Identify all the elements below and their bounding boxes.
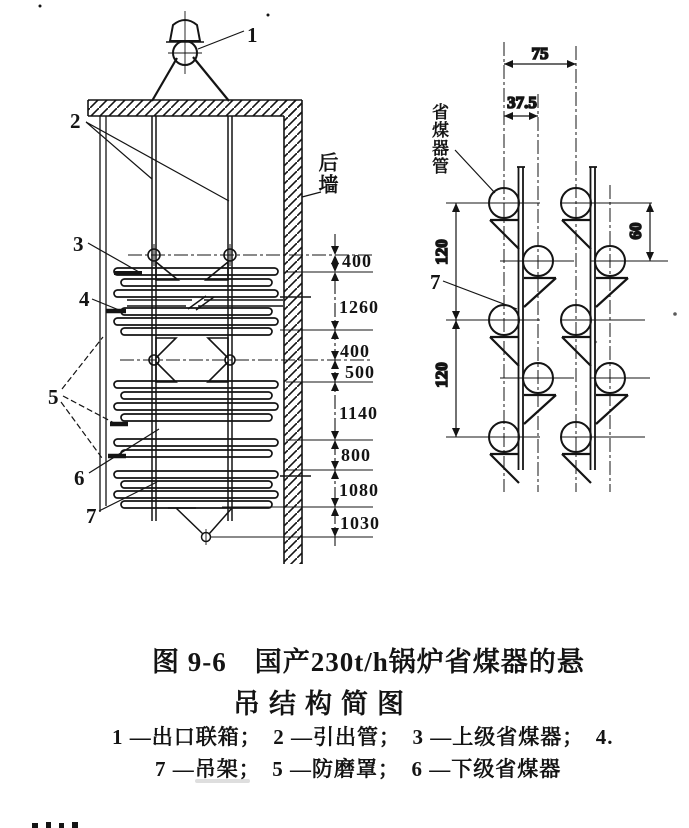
ceiling-wall — [88, 100, 302, 116]
left-casing — [100, 116, 106, 512]
scan-mark — [46, 822, 51, 828]
dim-1080: 1080 — [339, 480, 379, 500]
dim-120-upper: 120 — [432, 239, 451, 265]
rear-wall-label: 后墙 — [315, 152, 337, 196]
part-label-7: 7 — [86, 504, 97, 528]
bottom-drain — [168, 508, 232, 545]
dim-60-group — [646, 203, 654, 261]
scan-mark — [72, 822, 78, 828]
dim-75: 75 — [531, 44, 549, 63]
figure-caption-line2: 吊结构简图 — [233, 689, 413, 719]
dim-1030: 1030 — [340, 513, 380, 533]
dim-60: 60 — [626, 222, 645, 240]
economizer-tube-label: 省煤器管 — [429, 103, 448, 175]
part-label-3: 3 — [73, 232, 84, 256]
rear-wall — [284, 100, 302, 564]
scan-mark — [32, 823, 38, 828]
dim-37-5-group — [504, 112, 538, 120]
scan-mark — [59, 823, 64, 828]
part-label-2: 2 — [70, 109, 81, 133]
dim-400-mid: 400 — [340, 341, 370, 361]
part-label-6: 6 — [74, 466, 85, 490]
detail-part-label-7: 7 — [430, 270, 441, 294]
figure-legend-line2: 7 —吊架； 5 —防磨罩； 6 —下级省煤器 — [155, 757, 562, 781]
dim-400-top: 400 — [342, 251, 372, 271]
detail-leaders — [443, 150, 517, 309]
dim-1260: 1260 — [339, 297, 379, 317]
dim-37-5: 37.5 — [507, 93, 537, 112]
figure-legend-line1: 1 —出口联箱； 2 —引出管； 3 —上级省煤器； 4. — [112, 725, 614, 749]
tube-hooks — [490, 220, 628, 483]
part-label-1: 1 — [247, 23, 258, 47]
hanger-detail-drawing — [430, 42, 668, 492]
scan-artifacts — [39, 5, 677, 344]
dim-120-lower: 120 — [432, 362, 451, 388]
part-label-4: 4 — [79, 287, 90, 311]
figure-caption-line1: 图 9-6 国产230t/h锅炉省煤器的悬 — [152, 647, 585, 677]
scan-smudge — [195, 779, 250, 783]
part-label-5: 5 — [48, 385, 59, 409]
boiler-suspension-drawing — [48, 11, 380, 564]
dim-1140: 1140 — [339, 403, 379, 423]
upper-economizer-coils — [106, 268, 283, 335]
dimension-values — [339, 251, 380, 533]
dim-500: 500 — [345, 362, 375, 382]
dim-800: 800 — [341, 445, 371, 465]
